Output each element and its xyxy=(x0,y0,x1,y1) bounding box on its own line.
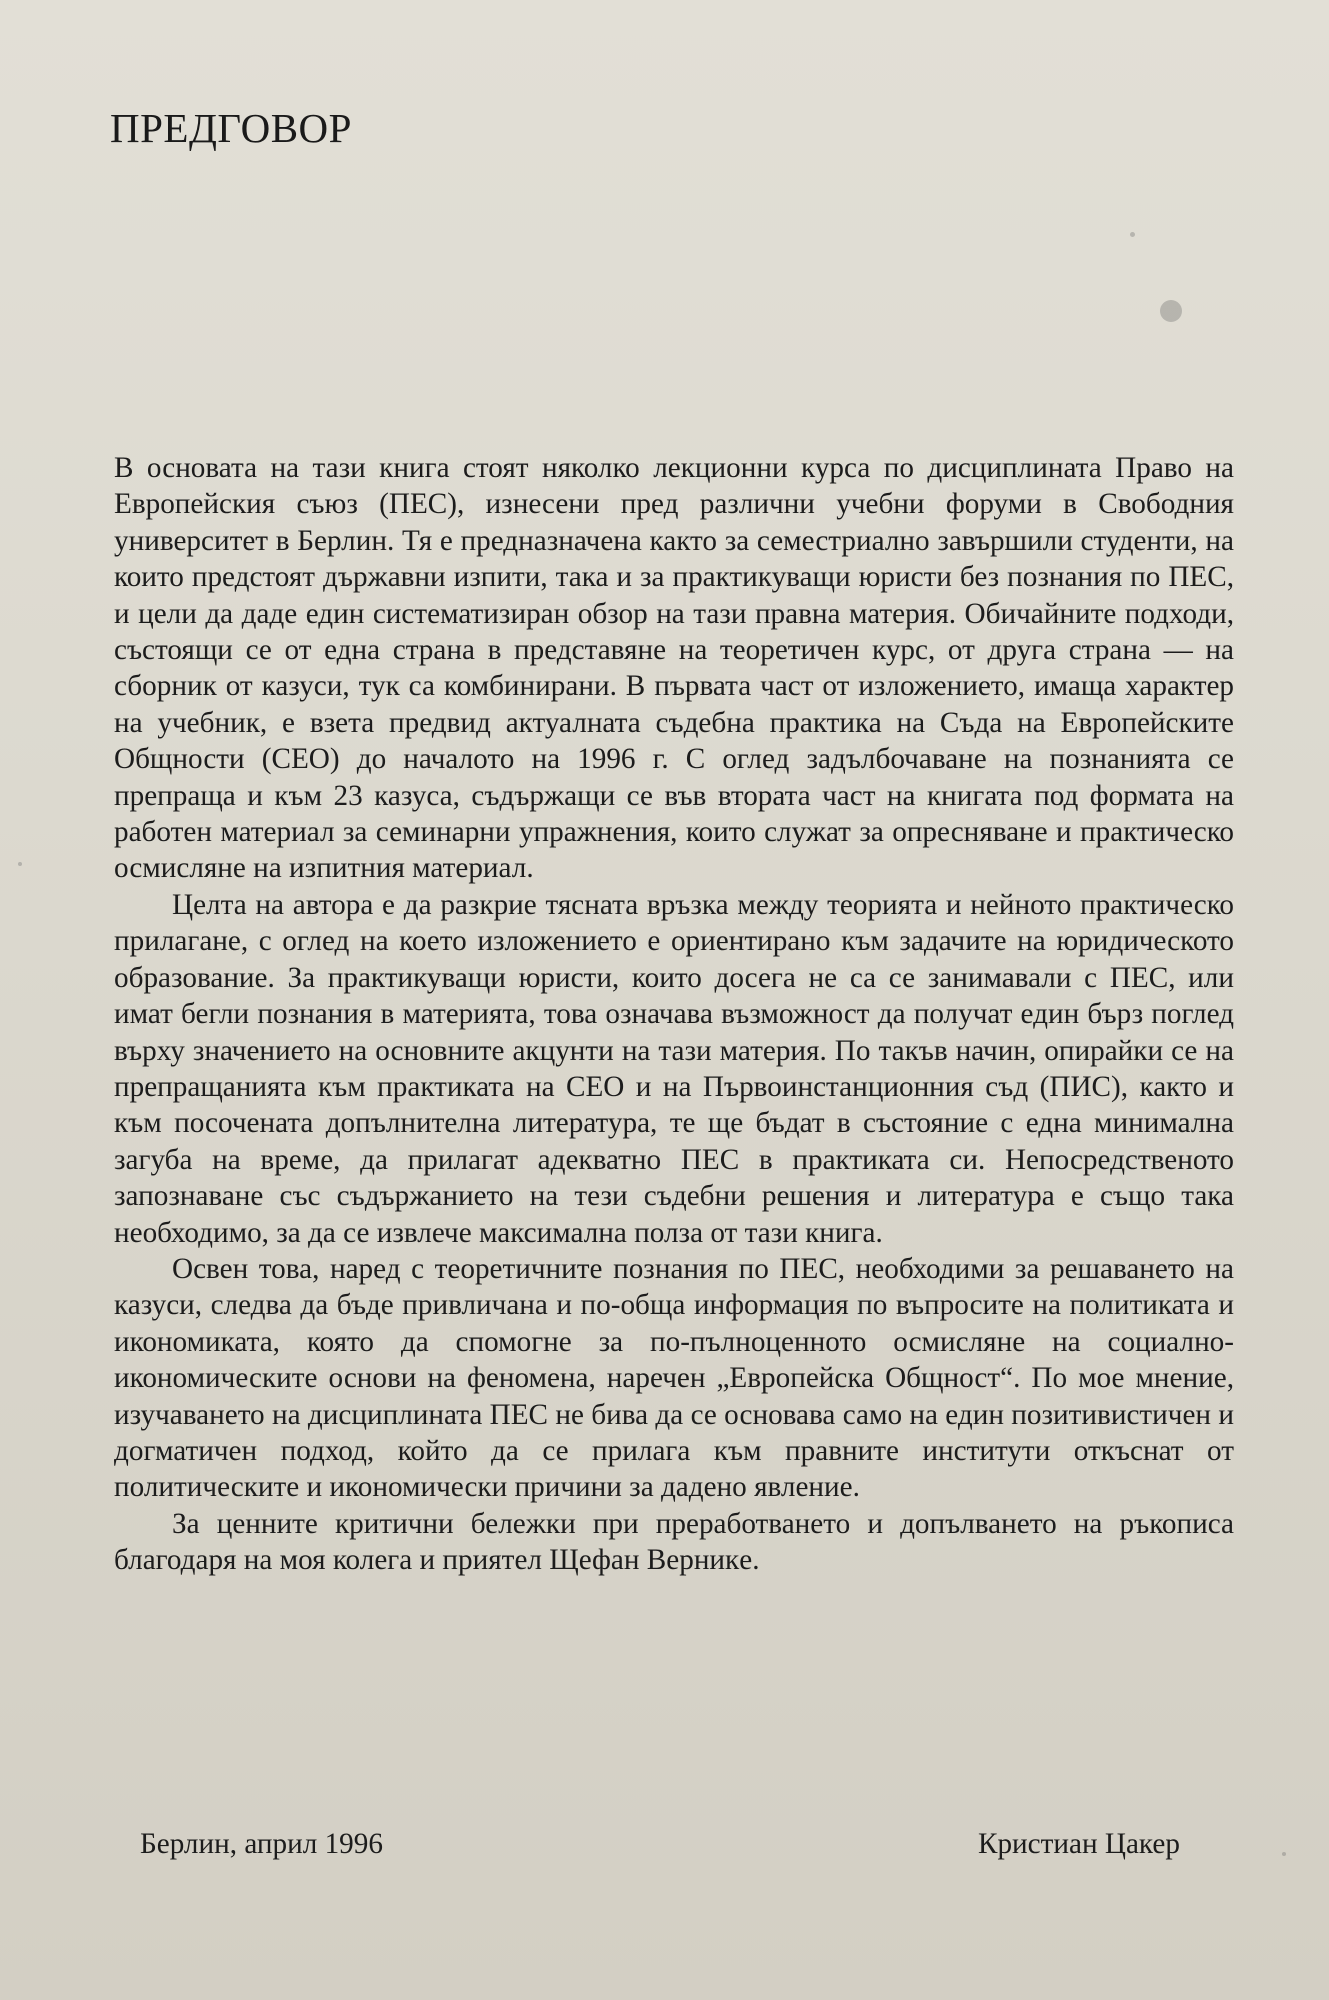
paper-speck xyxy=(1282,1852,1286,1856)
paragraph-4: За ценните критични бележки при преработването и допълването на ръкописа благодаря на моя колега и приятел Щефан Верникe. xyxy=(114,1507,1234,1577)
place-date: Берлин, април 1996 xyxy=(140,1828,383,1860)
paper-speck xyxy=(18,862,22,866)
paper-speck xyxy=(1130,232,1135,237)
preface-body xyxy=(114,450,1234,1579)
author-signature: Кристиан Цакер xyxy=(978,1828,1180,1860)
paragraph-2: Целта на автора е да разкрие тясната връзка между теорията и нейното практическо прилагане, с оглед на което изложението е ориентирано към задачите на юридическото образование. За практикуващи юристи, които досега не са се занимавали с ПЕС, или имат бегли познания в материята, това означава възможност да получат един бърз поглед върху значението на основните акцунти на тази материя. По такъв начин, опирайки се на препращанията към практиката на СЕО и на Първоинстанционния съд (ПИС), както и към посочената допълнителна литература, те ще бъдат в състояние с една минимална загуба на време, да прилагат адекватно ПЕС в практиката си. Непосредственото запознаване със съдържанието на тези съдебни решения и литература е също така необходимо, за да се извлече максимална полза от тази книга. xyxy=(114,888,1234,1249)
paper-speck xyxy=(1160,300,1182,322)
paragraph-1: В основата на тази книга стоят няколко лекционни курса по дисциплината Право на Европейския съюз (ПЕС), изнесени пред различни учебни форуми в Свободния университет в Берлин. Тя е предназначена както за семестриално завършили студенти, на които предстоят държавни изпити, така и за практикуващи юристи без познания по ПЕС, и цели да даде един систематизиран обзор на тази правна материя. Обичайните подходи, състоящи се от една страна в представяне на теоретичен курс, от друга страна — на сборник от казуси, тук са комбинирани. В първата част от изложението, имаща характер на учебник, е взета предвид актуалната съдебна практика на Съда на Европейските Общности (СЕО) до началото на 1996 г. С оглед задълбочаване на познанията се препраща и към 23 казуса, съдържащи се във втората част на книгата под формата на работен материал за семинарни упражнения, които служат за опресняване и практическо осмисляне на изпитния материал. xyxy=(114,452,1234,885)
page-title: ПРЕДГОВОР xyxy=(110,105,352,151)
paragraph-3: Освен това, наред с теоретичните познания по ПЕС, необходими за решаването на казуси, следва да бъде привличана и по-обща информация по въпросите на политиката и икономиката, която да спомогне за по-пълноценното осмисляне на социално-икономическите основи на феномена, наречен „Европейска Общност“. По мое мнение, изучаването на дисциплината ПЕС не бива да се основава само на един позитивистичен и догматичен подход, който да се прилага към правните институти откъснат от политическите и икономически причини за дадено явление. xyxy=(114,1252,1234,1504)
